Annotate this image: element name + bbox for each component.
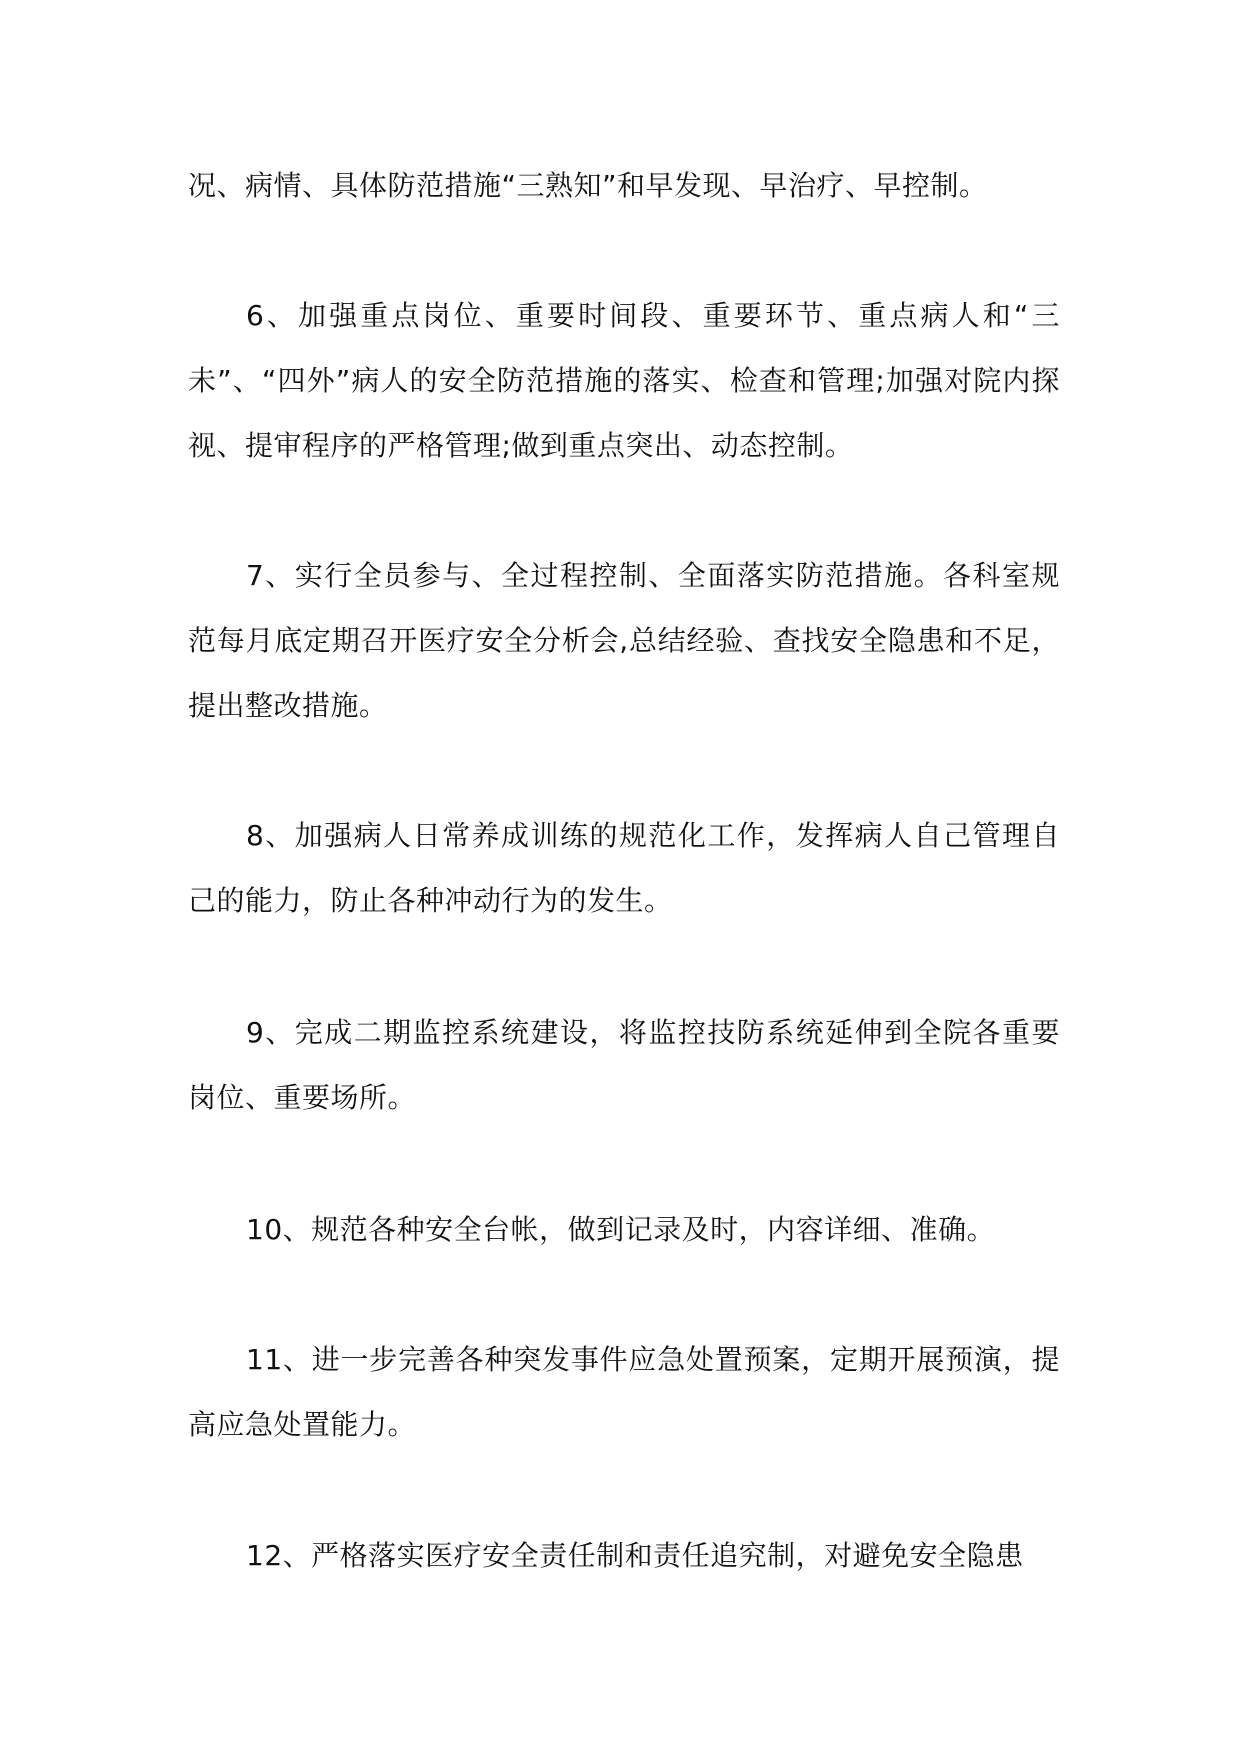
paragraph-item-7: 7、实行全员参与、全过程控制、全面落实防范措施。各科室规范每月底定期召开医疗安全分析会,总结经验、查找安全隐患和不足，提出整改措施。 bbox=[188, 559, 1060, 722]
paragraph-item-11: 11、进一步完善各种突发事件应急处置预案，定期开展预演，提高应急处置能力。 bbox=[188, 1343, 1060, 1441]
paragraph-item-6: 6、加强重点岗位、重要时间段、重要环节、重点病人和“三未”、“四外”病人的安全防范措施的落实、检查和管理;加强对院内探视、提审程序的严格管理;做到重点突出、动态控制。 bbox=[188, 299, 1060, 462]
paragraph-item-8: 8、加强病人日常养成训练的规范化工作，发挥病人自己管理自己的能力，防止各种冲动行为的发生。 bbox=[188, 819, 1060, 917]
paragraph-item-12: 12、严格落实医疗安全责任制和责任追究制，对避免安全隐患 bbox=[246, 1539, 1024, 1572]
paragraph-item-10: 10、规范各种安全台帐，做到记录及时，内容详细、准确。 bbox=[246, 1213, 996, 1246]
paragraph-item-9: 9、完成二期监控系统建设，将监控技防系统延伸到全院各重要岗位、重要场所。 bbox=[188, 1016, 1060, 1114]
paragraph-continuation: 况、病情、具体防范措施“三熟知”和早发现、早治疗、早控制。 bbox=[188, 169, 988, 202]
